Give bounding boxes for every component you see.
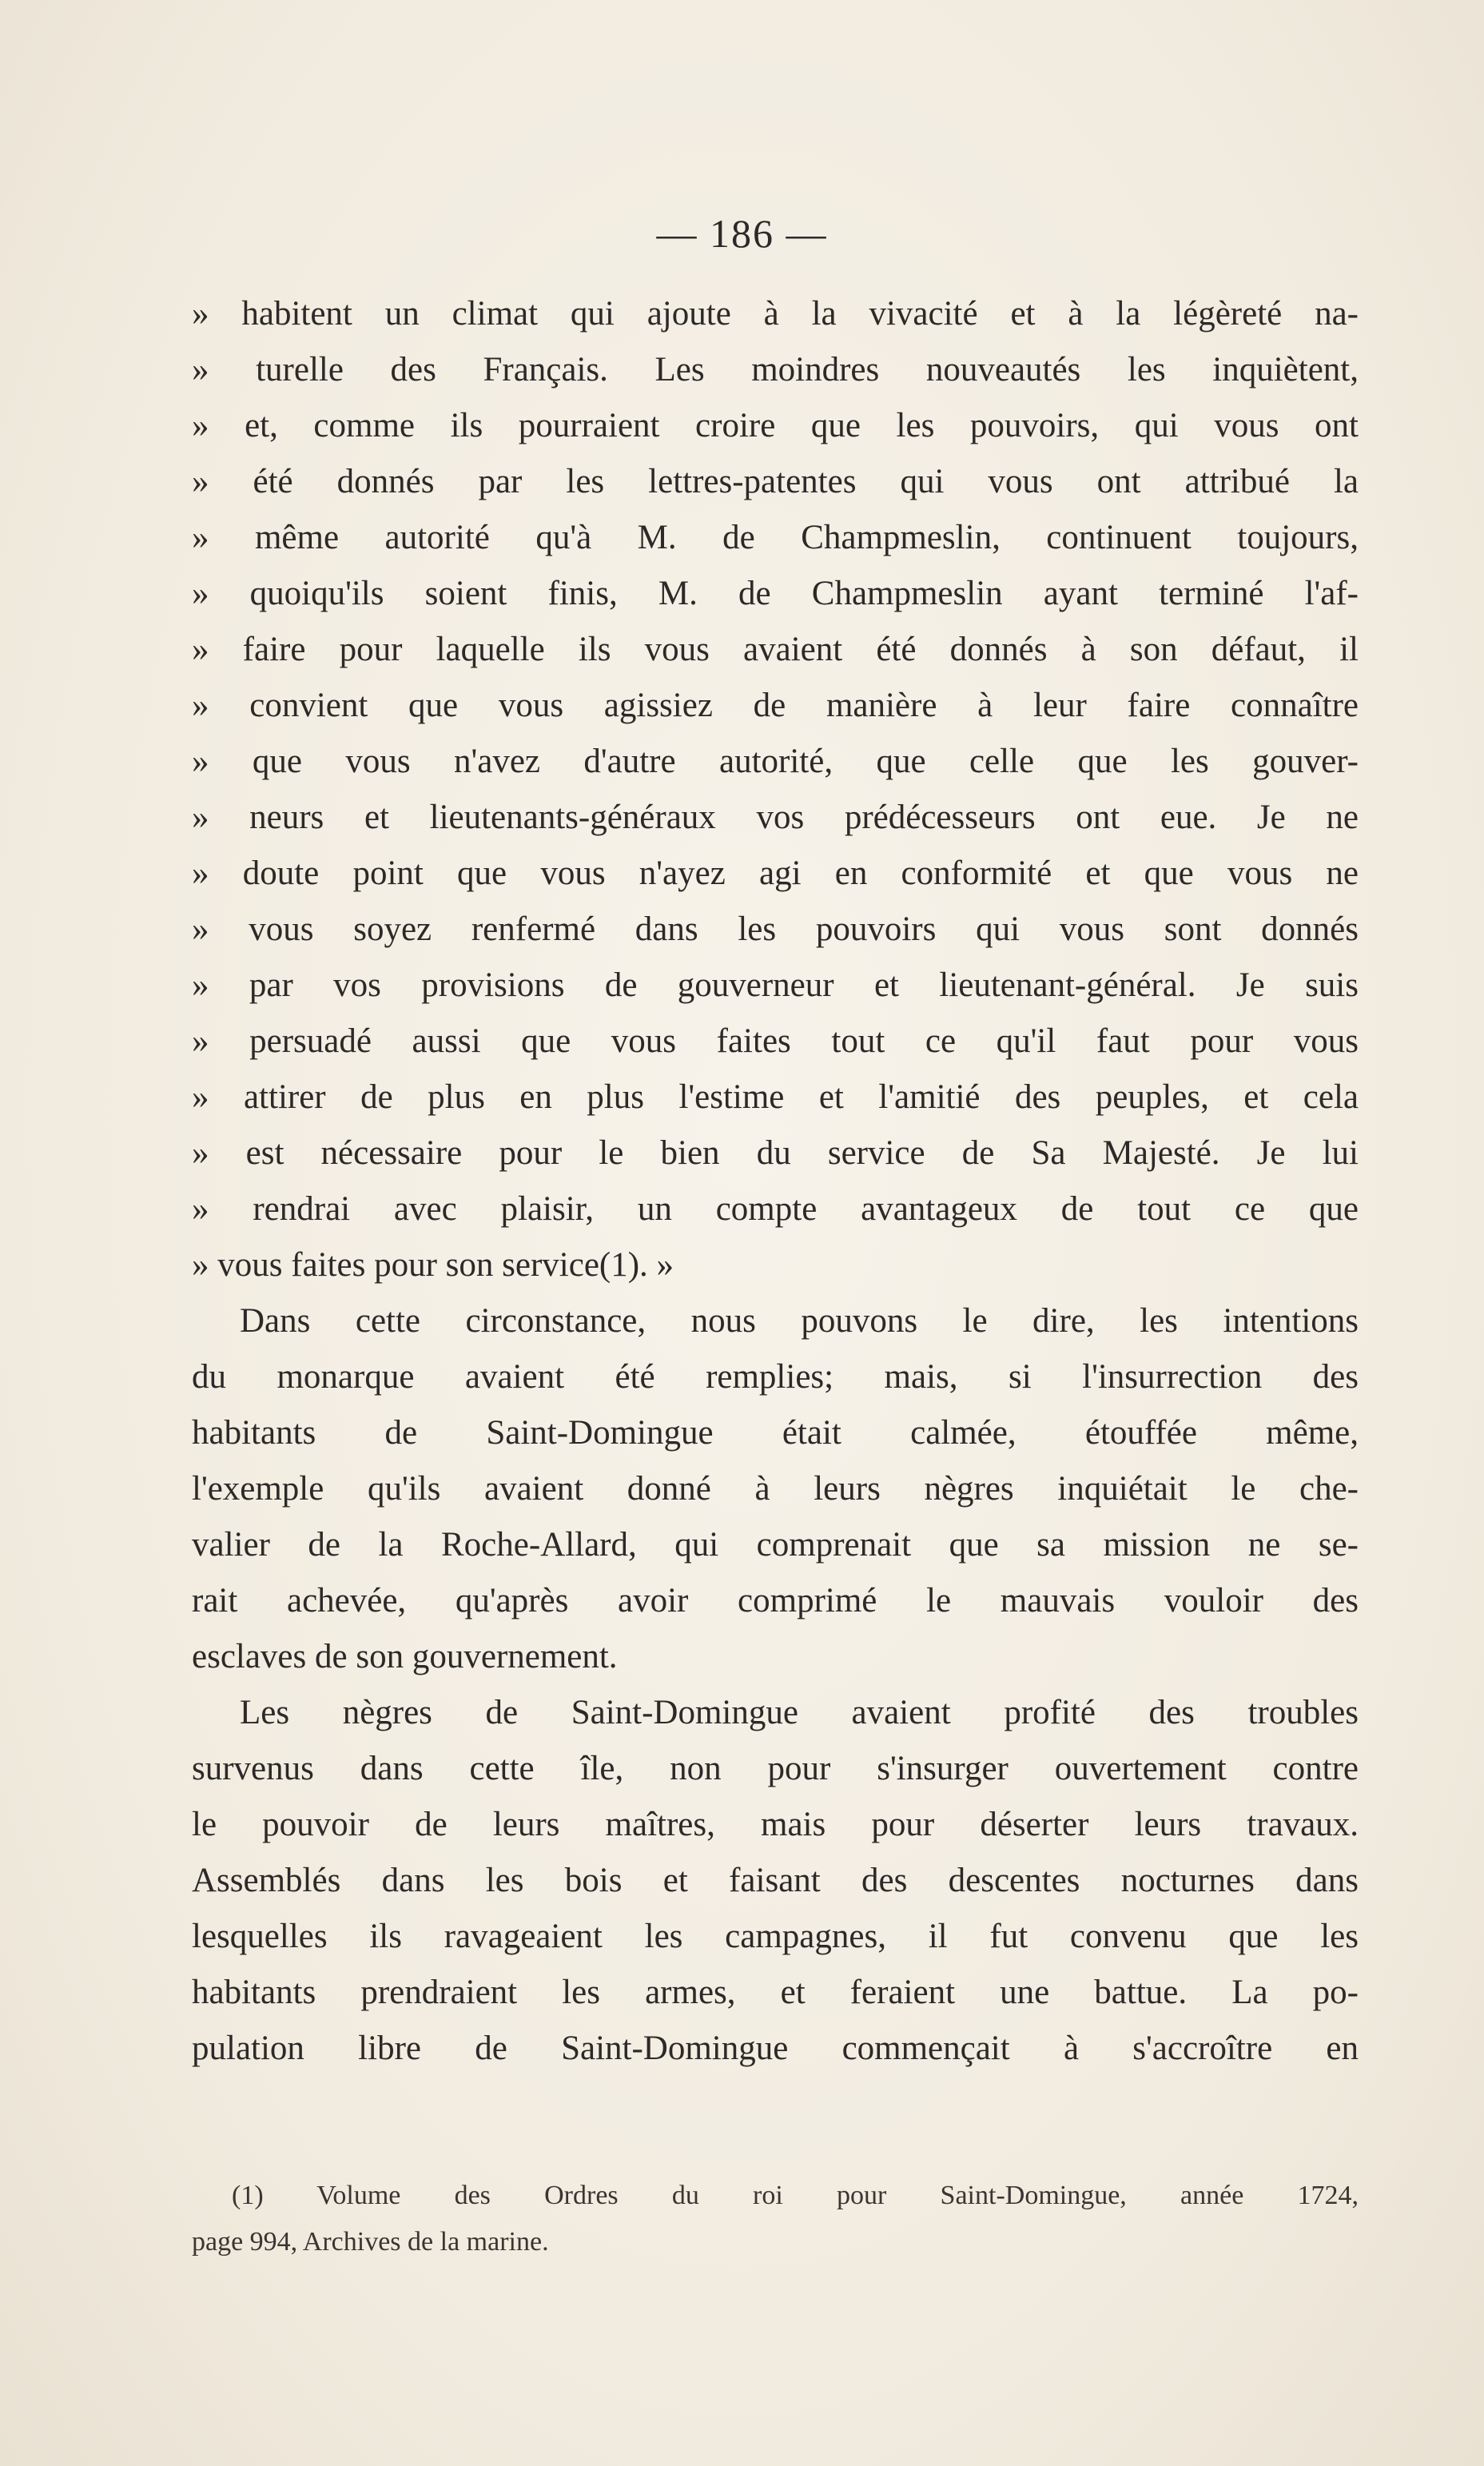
quoted-letter <box>192 286 1359 1293</box>
text-line: rait achevée, qu'après avoir comprimé le mauvais vouloir des <box>192 1582 1359 1619</box>
footnote-line: page 994, Archives de la marine. <box>192 2227 549 2257</box>
paragraph <box>192 1685 1359 2077</box>
text-line: Dans cette circonstance, nous pouvons le dire, les intentions <box>240 1302 1359 1340</box>
text-line: » quoiqu'ils soient finis, M. de Champmeslin ayant terminé l'af- <box>192 575 1359 612</box>
text-line: » vous soyez renfermé dans les pouvoirs qui vous sont donnés <box>192 910 1359 948</box>
text-line: » convient que vous agissiez de manière à leur faire connaître <box>192 687 1359 724</box>
text-line: l'exemple qu'ils avaient donné à leurs nègres inquiétait le che- <box>192 1470 1359 1508</box>
footnote-line: (1) Volume des Ordres du roi pour Saint-Domingue, année 1724, <box>232 2181 1359 2210</box>
text-line: du monarque avaient été remplies; mais, si l'insurrection des <box>192 1358 1359 1396</box>
text-line: pulation libre de Saint-Domingue commençait à s'accroître en <box>192 2030 1359 2067</box>
page-number: — 186 — <box>656 211 828 256</box>
text-line: » attirer de plus en plus l'estime et l'amitié des peuples, et cela <box>192 1078 1359 1116</box>
text-line: Les nègres de Saint-Domingue avaient profité des troubles <box>240 1694 1359 1731</box>
text-line: » neurs et lieutenants-généraux vos prédécesseurs ont eue. Je ne <box>192 799 1359 836</box>
text-line: Assemblés dans les bois et faisant des descentes nocturnes dans <box>192 1862 1359 1899</box>
text-line: le pouvoir de leurs maîtres, mais pour déserter leurs travaux. <box>192 1806 1359 1843</box>
text-line: » est nécessaire pour le bien du service de Sa Majesté. Je lui <box>192 1134 1359 1172</box>
footnote <box>192 2173 1359 2265</box>
text-line: » et, comme ils pourraient croire que les pouvoirs, qui vous ont <box>192 407 1359 444</box>
text-line: » même autorité qu'à M. de Champmeslin, continuent toujours, <box>192 519 1359 556</box>
text-line: » doute point que vous n'ayez agi en conformité et que vous ne <box>192 855 1359 892</box>
text-line: esclaves de son gouvernement. <box>192 1638 618 1675</box>
text-line: » rendrai avec plaisir, un compte avantageux de tout ce que <box>192 1190 1359 1228</box>
text-line: » persuadé aussi que vous faites tout ce qu'il faut pour vous <box>192 1022 1359 1060</box>
body-text <box>192 286 1359 2077</box>
text-line: lesquelles ils ravageaient les campagnes, il fut convenu que les <box>192 1918 1359 1955</box>
text-line: » par vos provisions de gouverneur et lieutenant-général. Je suis <box>192 966 1359 1004</box>
text-line: » été donnés par les lettres-patentes qui vous ont attribué la <box>192 463 1359 500</box>
text-line: survenus dans cette île, non pour s'insurger ouvertement contre <box>192 1750 1359 1787</box>
text-line: valier de la Roche-Allard, qui comprenait que sa mission ne se- <box>192 1526 1359 1564</box>
paragraph <box>192 1293 1359 1685</box>
text-line: » turelle des Français. Les moindres nouveautés les inquiètent, <box>192 351 1359 388</box>
text-line: » vous faites pour son service(1). » <box>192 1246 674 1284</box>
text-line: » que vous n'avez d'autre autorité, que celle que les gouver- <box>192 743 1359 780</box>
text-line: habitants prendraient les armes, et feraient une battue. La po- <box>192 1974 1359 2011</box>
text-line: » faire pour laquelle ils vous avaient été donnés à son défaut, il <box>192 631 1359 668</box>
text-line: » habitent un climat qui ajoute à la vivacité et à la légèreté na- <box>192 295 1359 333</box>
text-line: habitants de Saint-Domingue était calmée, étouffée même, <box>192 1414 1359 1452</box>
